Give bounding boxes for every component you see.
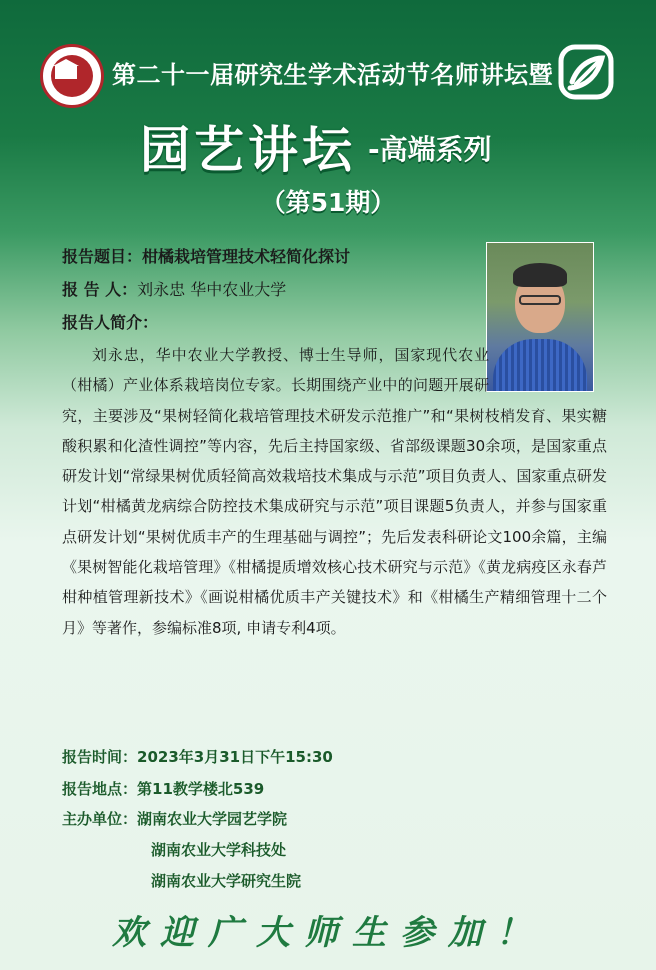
host-row-3 [151, 870, 301, 891]
place-label: 报告地点： [62, 780, 138, 798]
sub-title: -高端系列 [368, 133, 492, 166]
speaker-label: 报 告 人： [62, 280, 138, 299]
series-logo-icon [558, 44, 614, 100]
speaker-bio [62, 340, 607, 643]
speaker-value: 刘永忠 华中农业大学 [137, 280, 287, 299]
intro-label: 报告人简介： [62, 313, 159, 332]
intro-row [62, 310, 158, 333]
time-value: 2023年3月31日下午15:30 [137, 748, 333, 766]
speaker-row [62, 277, 286, 300]
host-1: 湖南农业大学园艺学院 [137, 810, 288, 828]
place-row [62, 778, 264, 799]
time-label: 报告时间： [62, 748, 138, 766]
host-2: 湖南农业大学科技处 [151, 841, 287, 859]
welcome-message: 欢迎广大师生参加！ [112, 913, 544, 953]
host-row-2 [151, 839, 286, 860]
topic-value: 柑橘栽培管理技术轻简化探讨 [142, 247, 351, 266]
topic-label: 报告题目： [62, 247, 143, 266]
topic-row [62, 244, 350, 267]
bio-text: 刘永忠，华中农业大学教授、博士生导师，国家现代农业（柑橘）产业体系栽培岗位专家。长期围绕产业中的问题开展研究，主要涉及“果树轻简化栽培管理技术研发示范推广”和“果树枝梢发育、果实糖酸积累和化渣性调控”等内容，先后主持国家级、省部级课题30余项，是国家重点研发计划“常绿果树优质轻简高效栽培技术集成与示范”项目负责人、国家重点研发计划“柑橘黄龙病综合防控技术集成研究与示范”项目课题5负责人，并参与国家重点研发计划“果树优质丰产的生理基础与调控”；先后发表科研论文100余篇，主编《果树智能化栽培管理》《柑橘提质增效核心技术研究与示范》《黄龙病疫区永春芦柑种植管理新技术》《画说柑橘优质丰产关键技术》和《柑橘生产精细管理十二个月》等著作，参编标准8项, 申请专利4项。 [62, 346, 607, 637]
place-value: 第11教学楼北539 [137, 780, 265, 798]
time-row [62, 746, 333, 767]
issue-number: （第51期） [260, 188, 396, 217]
main-title: 园艺讲坛 [140, 121, 356, 179]
series-title: 第二十一届研究生学术活动节名师讲坛暨 [112, 60, 553, 89]
host-3: 湖南农业大学研究生院 [151, 872, 302, 890]
university-logo [40, 44, 104, 108]
host-row [62, 808, 287, 829]
host-label: 主办单位： [62, 810, 138, 828]
